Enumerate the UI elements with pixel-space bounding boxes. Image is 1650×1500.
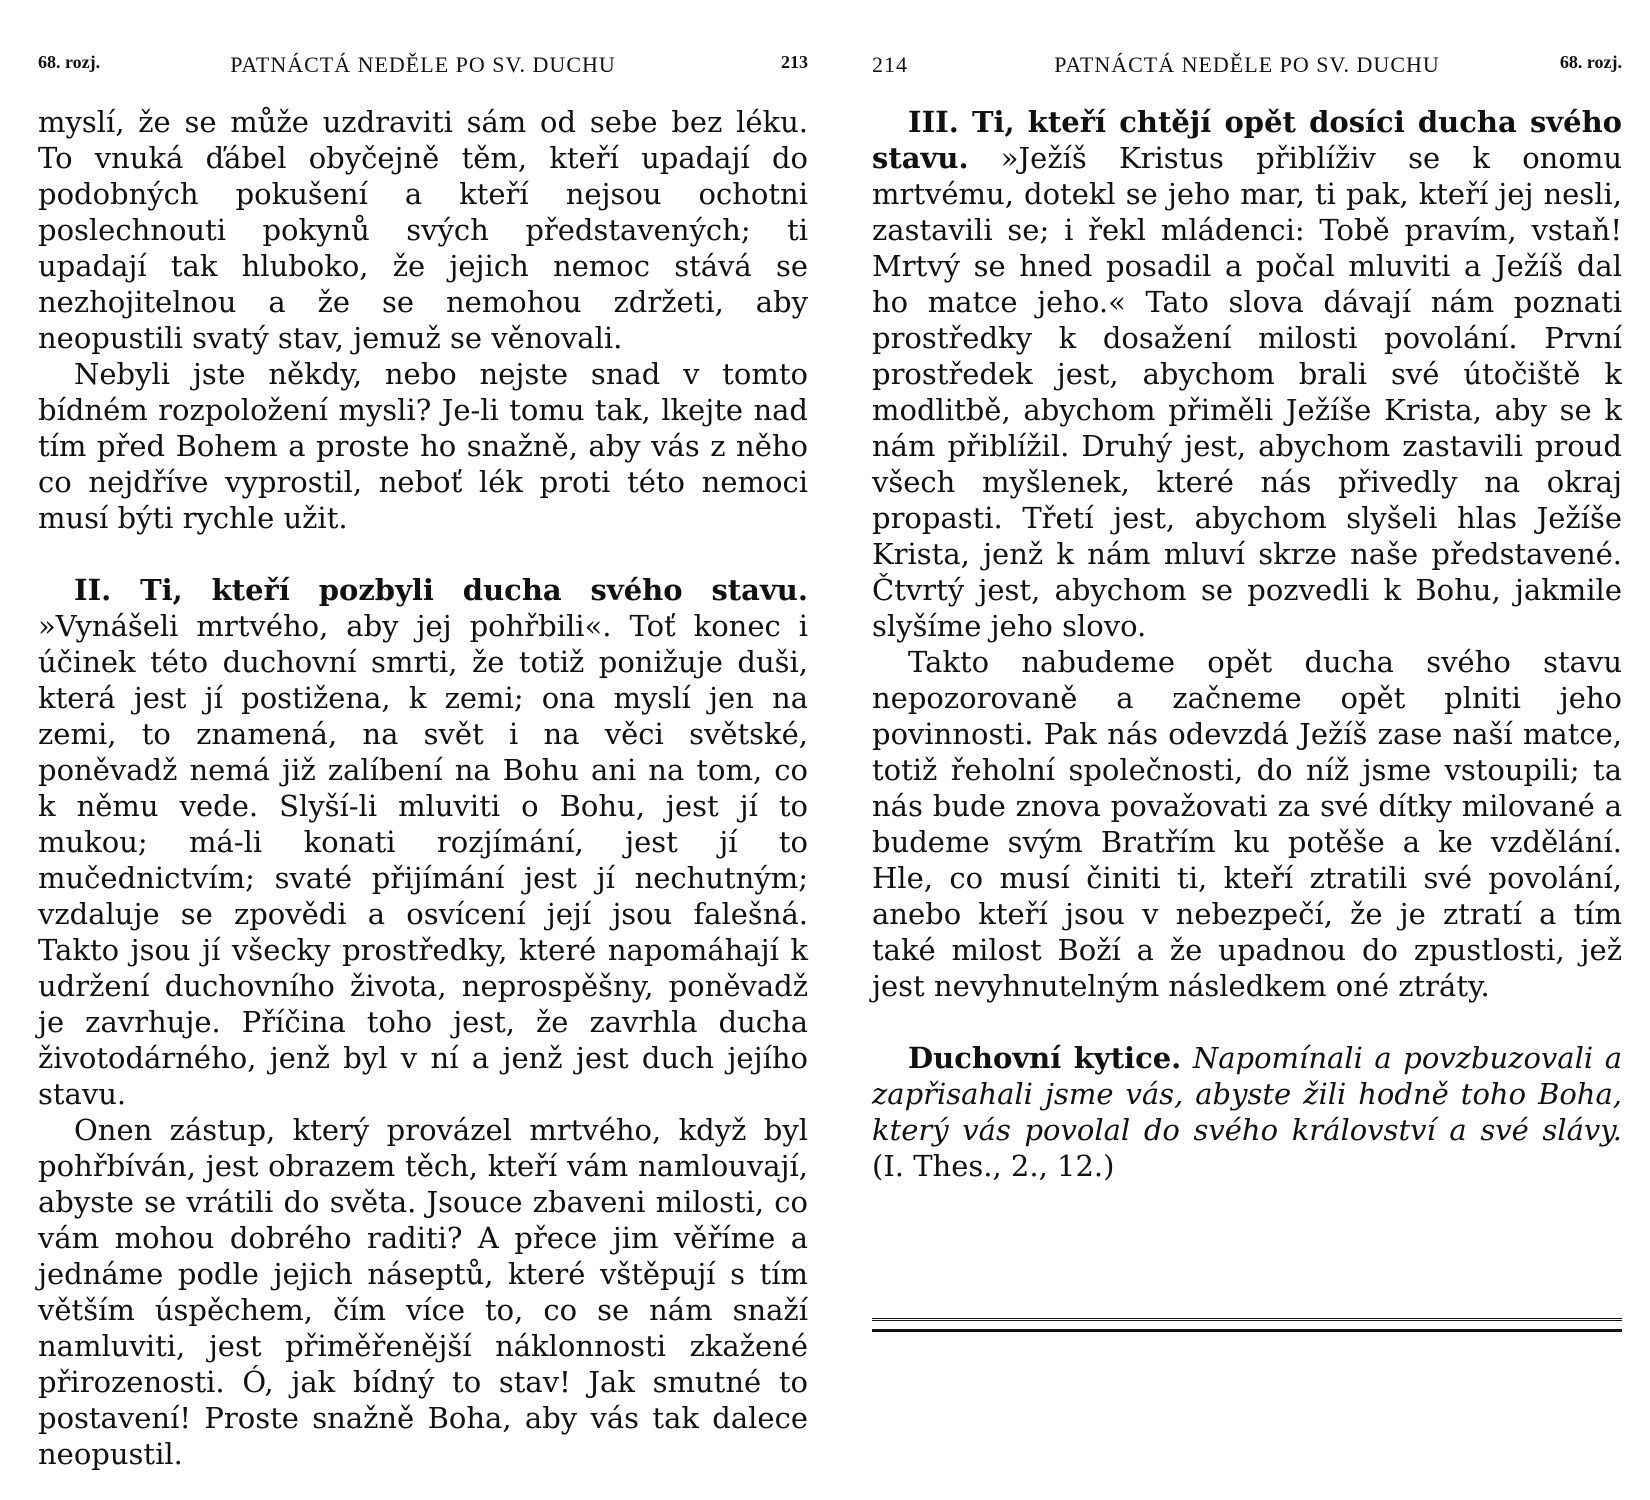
left-page <box>38 0 808 1500</box>
right-page <box>872 0 1622 1500</box>
right-chapter-label: 68. rozj. <box>1559 52 1622 72</box>
left-paragraph-last: Onen zástup, který provázel mrtvého, když byl pohřbíván, jest obrazem těch, kteří vám namlouvají, abyste se vrátili do světa. Jsouce zbaveni milosti, co vám mohou dobrého raditi? A přece jim věříme a jednáme podle jejich náseptů, které vštěpují s tím větším úspěchem, čím více to, co se nám snaží namluviti, jest přiměřenější náklonnosti zkažené přirozenosti. Ó, jak bídný to stav! Jak smutné to postavení! Proste snažně Boha, aby vás tak dalece neopustil. <box>38 1113 808 1471</box>
bouquet-reference: (I. Thes., 2., 12.) <box>872 1149 1115 1183</box>
right-page-header <box>872 52 1622 82</box>
section-3-text: »Ježíš Kristus přiblíživ se k onomu mrtvému, dotekl se jeho mar, ti pak, kteří jej nesli, zastavili se; i řekl mládenci: Tobě pravím, vstaň! Mrtvý se hned posadil a počal mluviti a Ježíš dal ho matce jeho.« Tato slova dávají nám poznati prostředky k dosažení milosti povolání. První prostředek jest, abychom brali své útočiště k modlitbě, abychom přiměli Ježíše Krista, aby se k nám přiblížil. Druhý jest, abychom zastavili proud všech myšlenek, které nás přivedly na okraj propasti. Třetí jest, abychom slyšeli hlas Ježíše Krista, jenž k nám mluví skrze naše představené. Čtvrtý jest, abychom se pozvedli k Bohu, jakmile slyšíme jeho slovo. <box>872 141 1622 643</box>
spiritual-bouquet <box>872 1040 1622 1184</box>
section-2 <box>38 572 808 1112</box>
right-running-title: PATNÁCTÁ NEDĚLE PO SV. DUCHU <box>1054 52 1440 77</box>
left-paragraph-1: myslí, že se může uzdraviti sám od sebe bez léku. To vnuká ďábel obyčejně těm, kteří upadají do podobných pokušení a kteří nejsou ochotni poslechnouti pokynů svých představených; ti upadají tak hluboko, že jejich nemoc stává se nezhojitelnou a že se nemohou zdržeti, aby neopustili svatý stav, jemuž se věnovali. <box>38 105 808 355</box>
end-rule <box>872 1318 1622 1332</box>
section-3 <box>872 104 1622 644</box>
section-2-text: »Vynášeli mrtvého, aby jej pohřbili«. Toť konec i účinek této duchovní smrti, že totiž ponižuje duši, která jest jí postižena, k zemi; ona myslí jen na zemi, to znamená, na svět i na věci světské, poněvadž nemá již zalíbení na Bohu ani na tom, co k němu vede. Slyší-li mluviti o Bohu, jest jí to mukou; má-li konati rozjímání, jest jí to mučednictvím; svaté přijímání jest jí nechutným; vzdaluje se zpovědi a osvícení její jsou falešná. Takto jsou jí všecky prostředky, které napomáhají k udržení duchovního života, neprospěšny, poněvadž je zavrhuje. Příčina toho jest, že zavrhla ducha životodárného, jenž byl v ní a jenž jest duch jejího stavu. <box>38 609 808 1111</box>
left-page-number: 213 <box>781 52 808 72</box>
section-2-heading: II. Ti, kteří pozbyli ducha svého stavu. <box>74 573 808 607</box>
right-page-number: 214 <box>872 52 908 77</box>
bouquet-quote: Napomínali a povzbuzovali a zapřisahali jsme vás, abyste žili hodně toho Boha, který vás povolal do svého království a své slávy. <box>872 1041 1623 1147</box>
left-page-header <box>38 52 808 82</box>
left-chapter-label: 68. rozj. <box>38 52 101 72</box>
left-running-title: PATNÁCTÁ NEDĚLE PO SV. DUCHU <box>230 52 616 77</box>
section-3-heading: III. Ti, kteří chtějí opět dosíci ducha svého stavu. <box>872 105 1622 175</box>
right-paragraph-2: Takto nabudeme opět ducha svého stavu nepozorovaně a začneme opět plniti jeho povinnosti. Pak nás odevzdá Ježíš zase naší matce, totiž řeholní společnosti, do níž jsme vstoupili; ta nás bude znova považovati za své dítky milované a budeme svým Bratřím ku potěše a ke vzdělání. Hle, co musí činiti ti, kteří ztratili své povolání, anebo kteří jsou v nebezpečí, že je ztratí a tím také milost Boží a že upadnou do zpustlosti, jež jest nevyhnutelným následkem oné ztráty. <box>872 645 1622 1003</box>
right-page-body <box>872 104 1622 1184</box>
left-paragraph-2: Nebyli jste někdy, nebo nejste snad v tomto bídném rozpoložení mysli? Je-li tomu tak, lkejte nad tím před Bohem a proste ho snažně, aby vás z něho co nejdříve vyprostil, neboť lék proti této nemoci musí býti rychle užit. <box>38 357 808 535</box>
bouquet-label: Duchovní kytice. <box>908 1041 1182 1075</box>
left-page-body <box>38 104 808 1472</box>
